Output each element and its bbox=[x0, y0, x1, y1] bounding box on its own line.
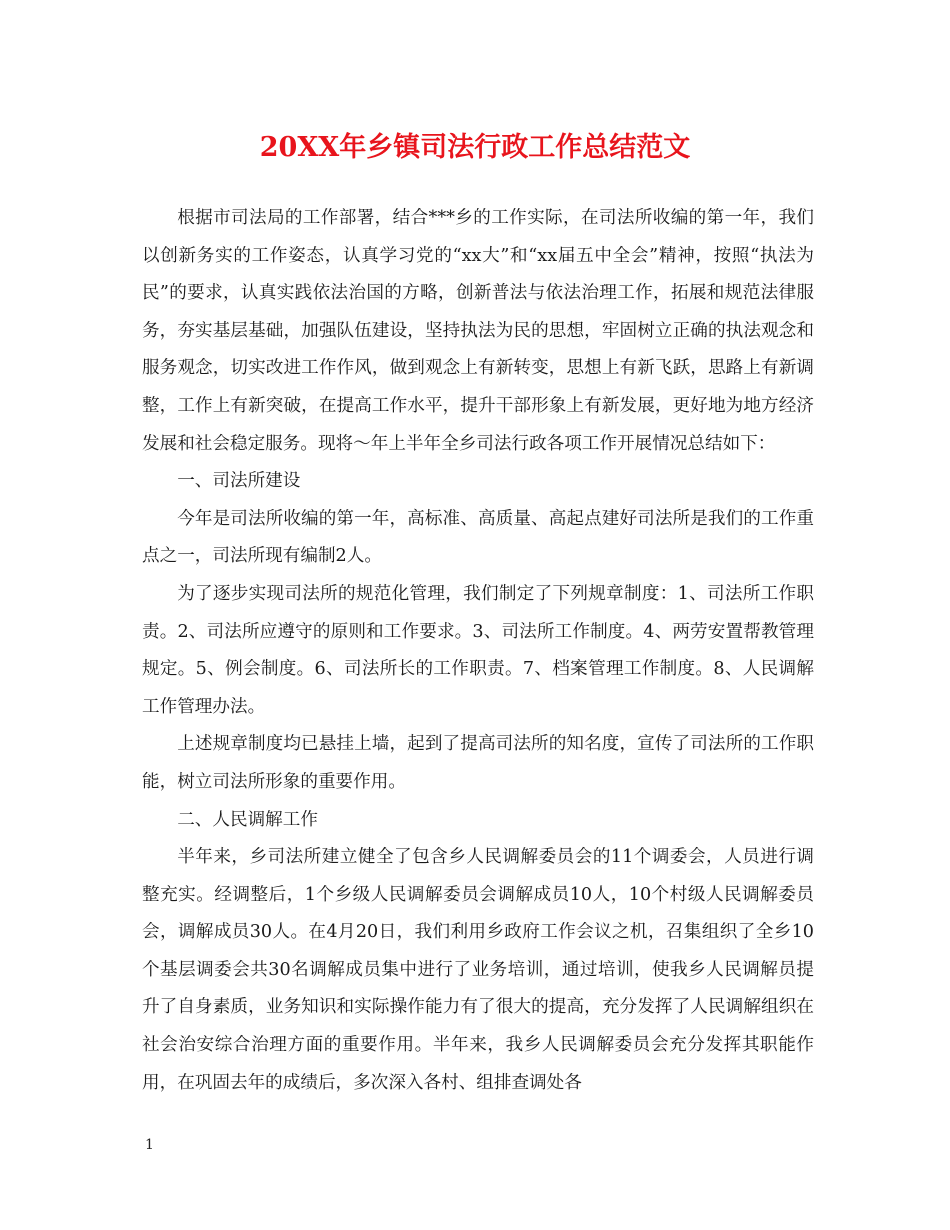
document-body bbox=[142, 200, 814, 1102]
paragraph: 今年是司法所收编的第一年，高标准、高质量、高起点建好司法所是我们的工作重点之一，司法所现有编制2人。 bbox=[142, 508, 814, 567]
page-number: 1 bbox=[145, 1137, 154, 1153]
section-heading-1: 一、司法所建设 bbox=[177, 471, 301, 492]
paragraph: 为了逐步实现司法所的规范化管理，我们制定了下列规章制度：1、司法所工作职责。2、司法所应遵守的原则和工作要求。3、司法所工作制度。4、两劳安置帮教管理规定。5、例会制度。6、司法所长的工作职责。7、档案管理工作制度。8、人民调解工作管理办法。 bbox=[142, 583, 814, 717]
section-heading-2: 二、人民调解工作 bbox=[177, 809, 318, 830]
paragraph-intro: 根据市司法局的工作部署，结合***乡的工作实际，在司法所收编的第一年，我们以创新务实的工作姿态，认真学习党的“xx大”和“xx届五中全会”精神，按照“执法为民”的要求，认真实践依法治国的方略，创新普法与依法治理工作，拓展和规范法律服务，夯实基层基础，加强队伍建设，坚持执法为民的思想，牢固树立正确的执法观念和服务观念，切实改进工作作风，做到观念上有新转变，思想上有新飞跃，思路上有新调整，工作上有新突破，在提高工作水平，提升干部形象上有新发展，更好地为地方经济发展和社会稳定服务。现将～年上半年全乡司法行政各项工作开展情况总结如下： bbox=[142, 208, 814, 454]
document-title: 20XX年乡镇司法行政工作总结范文 bbox=[259, 132, 691, 163]
paragraph: 上述规章制度均已悬挂上墙，起到了提高司法所的知名度，宣传了司法所的工作职能，树立司法所形象的重要作用。 bbox=[142, 734, 814, 792]
paragraph: 半年来，乡司法所建立健全了包含乡人民调解委员会的11个调委会，人员进行调整充实。经调整后，1个乡级人民调解委员会调解成员10人，10个村级人民调解委员会，调解成员30人。在4月20日，我们利用乡政府工作会议之机，召集组织了全乡10个基层调委会共30名调解成员集中进行了业务培训，通过培训，使我乡人民调解员提升了自身素质，业务知识和实际操作能力有了很大的提高，充分发挥了人民调解组织在社会治安综合治理方面的重要作用。半年来，我乡人民调解委员会充分发挥其职能作用，在巩固去年的成绩后，多次深入各村、组排查调处各 bbox=[142, 847, 814, 1093]
